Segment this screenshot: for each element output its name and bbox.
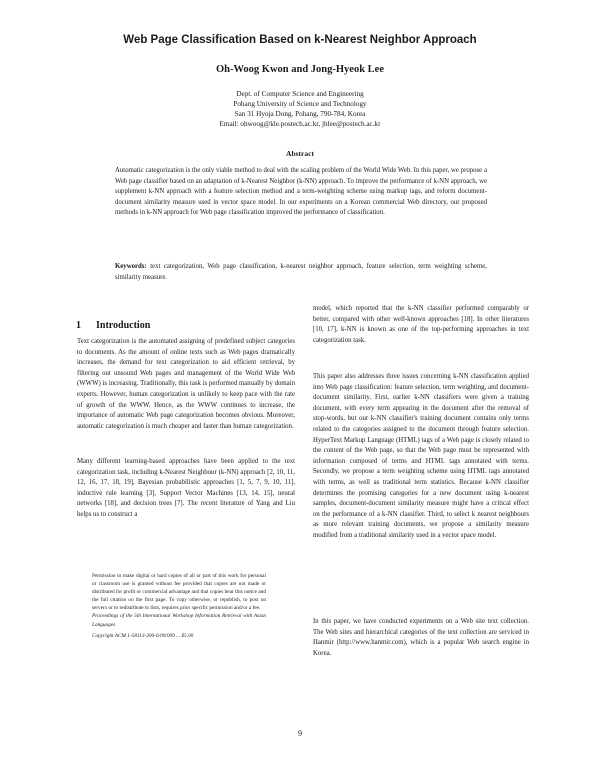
- page-number: 9: [298, 729, 302, 738]
- affiliation-line: Pohang University of Science and Technology: [233, 100, 367, 108]
- section-heading: [76, 320, 150, 331]
- paper-title: Web Page Classification Based on k-Nearest Neighbor Approach: [123, 34, 477, 46]
- permission-text: Permission to make digital or hard copies of all or part of this work for personal or classroom use is granted without fee provided that copies are not made or distributed for profit or commercial advantage and that copies bear this notice and the full citation on the first page. To copy otherwise, or republish, to post on servers or to redistribute to lists, requires prior specific permission and/or a fee.: [92, 573, 266, 612]
- intro-paragraph-1: Text categorization is the automated assigning of predefined subject categories to documents. As the amount of online texts such as Web pages dramatically increases, the demand for text categorization to aid efficient retrieval, by filtering out unsound Web pages and management of the World Wide Web (WWW) is increasing. Traditionally, this task is performed manually by domain experts. However, human categorization is unlikely to keep pace with the rate of growth of the WWW. Hence, as the WWW continues to increase, the importance of automatic Web page categorization becomes obvious. Moreover, automatic categorization is much cheaper and faster than human categorization.: [77, 338, 295, 430]
- abstract-text: Automatic categorization is the only viable method to deal with the scaling problem of the World Wide Web. In this paper, we propose a Web page classifier based on an adaptation of k-Nearest Neighbor (k-NN) approach. To improve the performance of k-NN approach, we supplement k-NN approach with a feature selection method and a term-weighting scheme using markup tags, and reform document-document similarity measure used in vector space model. In our experiments on a Korean commercial Web directory, our proposed methods in k-NN approach for Web page classification improved the performance of classification.: [115, 167, 487, 217]
- intro-paragraph-3: model, which reported that the k-NN classifier performed comparably or better, compared with other well-known approaches [18]. In other literatures [10, 17], k-NN is known as one of the top-performing approaches in text categorization task.: [313, 305, 529, 344]
- section-title: Introduction: [96, 320, 151, 331]
- permission-notice: [92, 572, 266, 640]
- author-affiliation: [100, 89, 500, 129]
- author-names: Oh-Woog Kwon and Jong-Hyeok Lee: [215, 64, 385, 75]
- affiliation-line: San 31 Hyoja Dong, Pohang, 790-784, Korea: [234, 110, 366, 118]
- intro-paragraph-4: This paper also addresses three issues concerning k-NN classification applied into Web page classification: feature selection, term weighting, and document-document similarity. First, earlier k-NN classifiers were given a training document, with every term appearing in the document after the removal of stop-words, but our k-NN classifier's training document contains only terms related to the categories assigned to the document through feature selection. HyperText Markup Language (HTML) tags of a Web page is closely related to the content of the Web page, so that the Web page must be represented with information composed of terms and HTML tags annotated with terms. Secondly, we propose a term weighting scheme using HTML tags annotated with terms, as well as traditional term statistics. Because k-NN classifier determines the promising categories for a new document using k-nearest samples, document-document similarity measure might have a critical effect on the performance of a k-NN classifier. Third, to select k nearest neighbours as more relevant training documents, we propose a similarity measure modified from a traditional similarity used in a vector space model.: [313, 373, 529, 539]
- abstract-heading: Abstract: [286, 149, 314, 158]
- section-number: 1: [76, 320, 81, 331]
- affiliation-email: Email: ohwoog@kle.postech.ac.kr, jhlee@postech.ac.kr: [219, 120, 381, 128]
- keywords-label: Keywords:: [115, 263, 147, 270]
- proceedings-text: Proceedings of the 5th International Workshop Information Retrieval with Asian Languages: [92, 613, 266, 628]
- intro-paragraph-5: In this paper, we have conducted experiments on a Web site text collection. The Web sites and hierarchical categories of the text collection are serviced in Hanmir (http://www.hanmir.com), which is a popular Web search engine in Korea.: [313, 618, 529, 657]
- copyright-text: Copyright ACM 1-58113-300-6/00/009 ... $5.00: [92, 632, 194, 639]
- keywords: [115, 262, 487, 283]
- intro-paragraph-2: Many different learning-based approaches have been applied to the text categorization task, including k-Nearest Neighbour (k-NN) approach [2, 10, 11, 12, 16, 17, 18, 19], Bayesian probabilistic approaches [1, 5, 7, 9, 10, 11], inductive rule learning [3], Support Vector Machines [13, 14, 15], neural networks [18], and decision trees [7]. The recent literature of Yang and Liu helps us to construct a: [77, 458, 295, 518]
- affiliation-line: Dept. of Computer Science and Engineering: [236, 90, 364, 98]
- keywords-text: text categorization, Web page classification, k-nearest neighbor approach, feature selection, term weighting scheme, similarity measure.: [115, 263, 487, 281]
